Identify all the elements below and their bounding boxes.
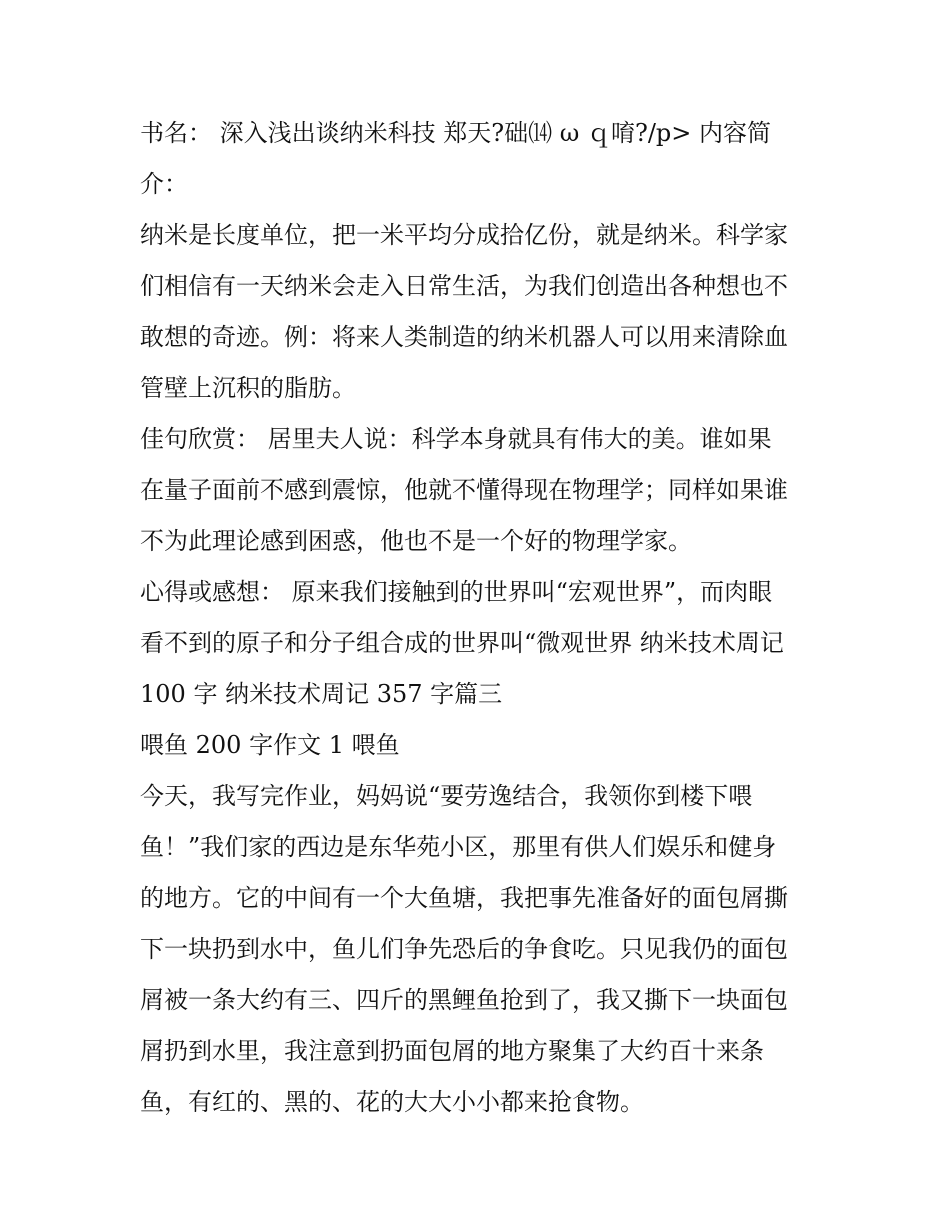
text-line: 佳句欣赏： 居里夫人说：科学本身就具有伟大的美。谁如果 [140,425,772,453]
text-line: 屑被一条大约有三、四斤的黑鲤鱼抢到了，我又撕下一块面包 [140,986,788,1014]
text-line: 在量子面前不感到震惊，他就不懂得现在物理学；同样如果谁 [140,476,788,504]
text-line: 下一块扔到水中，鱼儿们争先恐后的争食吃。只见我仍的面包 [140,935,788,963]
text-line: 今天，我写完作业，妈妈说“要劳逸结合，我领你到楼下喂 [140,782,753,810]
document-body [140,108,820,1128]
text-line: 心得或感想： 原来我们接触到的世界叫“宏观世界”，而肉眼 [140,578,773,606]
text-line: 鱼，有红的、黑的、花的大大小小都来抢食物。 [140,1088,644,1116]
text-line: 纳米是长度单位，把一米平均分成拾亿份，就是纳米。科学家 [140,221,788,249]
text-line: 管壁上沉积的脂肪。 [140,374,356,402]
text-line: 屑扔到水里，我注意到扔面包屑的地方聚集了大约百十来条 [140,1037,764,1065]
essay-paragraph [140,771,820,1128]
text-line: 看不到的原子和分子组合成的世界叫“微观世界 纳米技术周记 [140,629,784,657]
text-line: 100 字 纳米技术周记 357 字篇三 [140,680,503,708]
book-info-paragraph [140,108,820,210]
summary-paragraph [140,210,820,414]
text-line: 们相信有一天纳米会走入日常生活，为我们创造出各种想也不 [140,272,788,300]
text-line: 的地方。它的中间有一个大鱼塘，我把事先准备好的面包屑撕 [140,884,788,912]
quote-paragraph [140,414,820,567]
reflection-paragraph [140,567,820,720]
text-line: 书名： 深入浅出谈纳米科技 郑天?础⒁ ω ｑ唷?/p> 内容简 [140,119,772,147]
text-line: 不为此理论感到困惑，他也不是一个好的物理学家。 [140,527,692,555]
text-line: 敢想的奇迹。例：将来人类制造的纳米机器人可以用来清除血 [140,323,788,351]
text-line: 介： [140,170,188,198]
text-line: 鱼！”我们家的西边是东华苑小区，那里有供人们娱乐和健身 [140,833,777,861]
text-line: 喂鱼 200 字作文 1 喂鱼 [140,731,400,759]
essay-title [140,720,820,771]
